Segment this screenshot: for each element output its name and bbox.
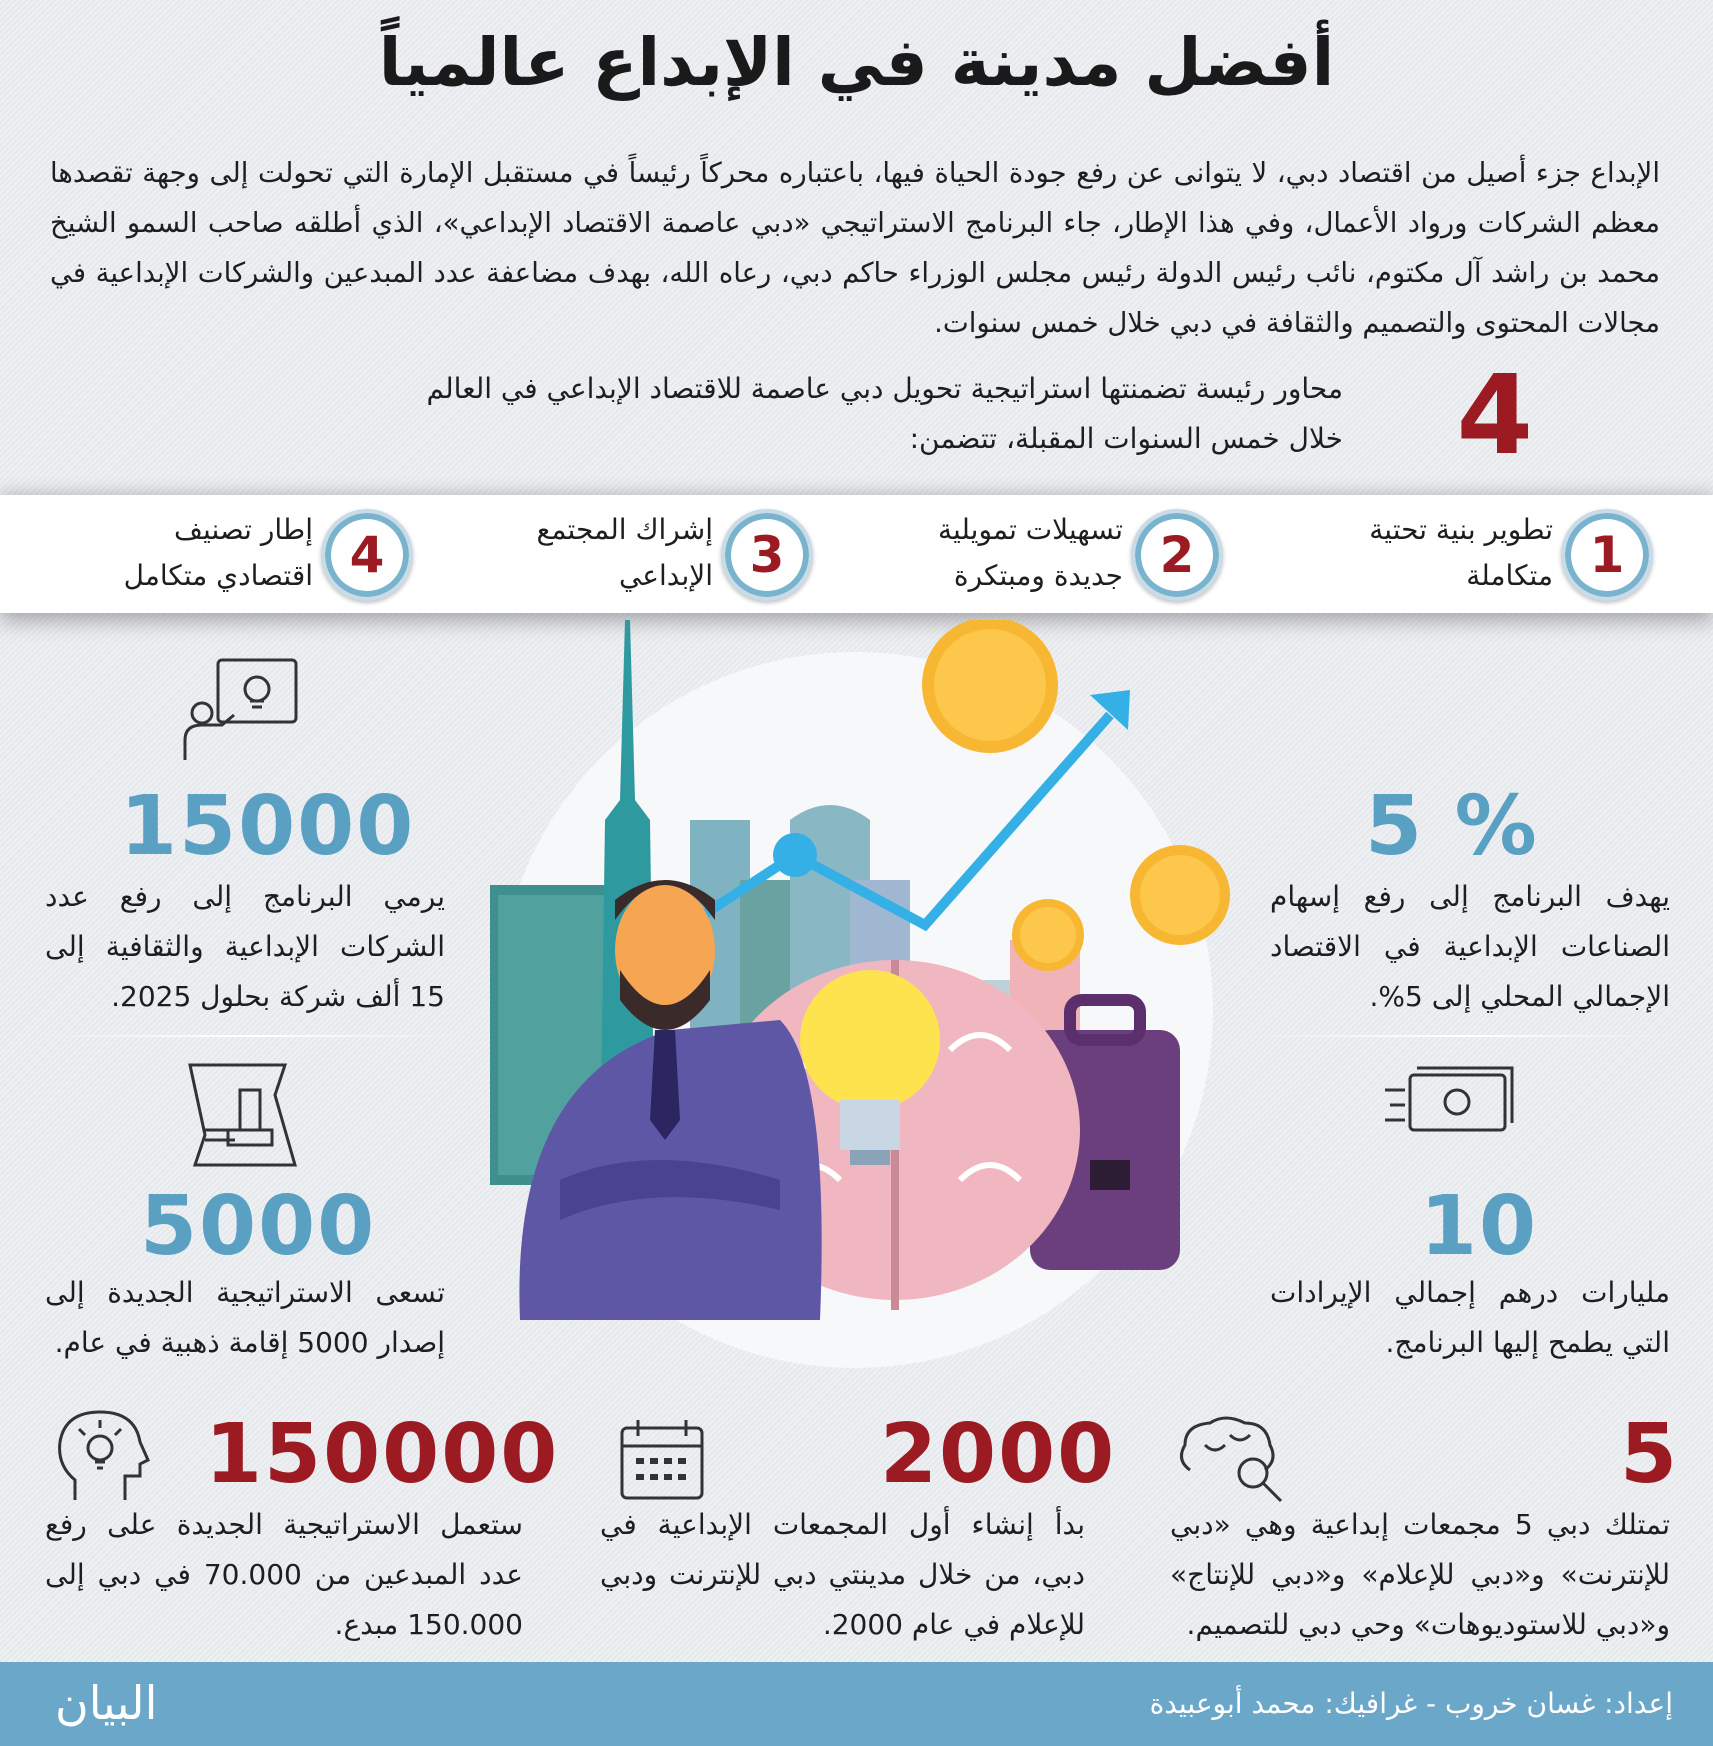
- axis-label-2-line2: جديدة ومبتكرة: [953, 559, 1123, 592]
- chart-node: [773, 833, 817, 877]
- stat-5pct-value: 5 %: [1365, 779, 1539, 874]
- divider-left: [40, 1035, 460, 1037]
- axes-count: 4: [1456, 351, 1533, 479]
- footer-bar: [0, 1662, 1713, 1746]
- calendar-icon: [618, 1418, 708, 1503]
- stat-2000-text: بدأ إنشاء أول المجمعات الإبداعية في دبي، من خلال مدينتي دبي للإنترنت ودبي للإعلام في عام 2000.: [600, 1508, 1085, 1641]
- presenter-bulb-icon: [180, 655, 300, 765]
- stat-5000-value: 5000: [140, 1179, 377, 1274]
- axis-badge-4: 4: [321, 509, 413, 601]
- intro-paragraph: الإبداع جزء أصيل من اقتصاد دبي، لا يتوانى عن رفع جودة الحياة فيها، باعتباره محركاً رئيساً في مستقبل الإمارة التي تحولت إلى وجهة تقصدها معظم الشركات ورواد الأعمال، وفي هذا الإطار، جاء البرنامج الاستراتيجي «دبي عاصمة الاقتصاد الإبداعي»، الذي أطلقه صاحب السمو الشيخ محمد بن راشد آل مكتوم، نائب رئيس الدولة رئيس مجلس الوزراء حاكم دبي، رعاه الله، بهدف مضاعفة عدد المبدعين والشركات الإبداعية في مجالات المحتوى والتصميم والثقافة في دبي خلال خمس سنوات.: [50, 157, 1660, 339]
- money-bill-icon: [1385, 1060, 1515, 1150]
- axis-badge-1: 1: [1561, 509, 1653, 601]
- axis-label-2-line1: تسهيلات تمويلية: [937, 513, 1123, 546]
- axis-item-4: [0, 495, 493, 613]
- axis-label-1-line2: متكاملة: [1466, 559, 1553, 592]
- page-title: أفضل مدينة في الإبداع عالمياً: [378, 24, 1335, 101]
- stat-5-value: 5: [1620, 1407, 1680, 1502]
- axis-label-3-line2: الإبداعي: [618, 559, 713, 592]
- divider-right: [1250, 1035, 1670, 1037]
- brain-search-icon: [1175, 1415, 1290, 1505]
- central-illustration: [450, 620, 1250, 1380]
- axis-label-2: [938, 507, 1123, 599]
- axis-label-1-line1: تطوير بنية تحتية: [1369, 513, 1553, 546]
- stat-15000-text: يرمي البرنامج إلى رفع عدد الشركات الإبداعية والثقافية إلى 15 ألف شركة بحلول 2025.: [45, 880, 445, 1013]
- axis-label-1: [1369, 507, 1553, 599]
- axis-label-4-line1: إطار تصنيف: [174, 513, 313, 546]
- axes-intro-line2: خلال خمس السنوات المقبلة، تتضمن:: [909, 422, 1343, 455]
- stat-10-text: مليارات درهم إجمالي الإيرادات التي يطمح إليها البرنامج.: [1270, 1276, 1670, 1359]
- stat-150000-value: 150000: [205, 1407, 560, 1502]
- stat-5pct-text: يهدف البرنامج إلى رفع إسهام الصناعات الإبداعية في الاقتصاد الإجمالي المحلي إلى 5%.: [1270, 880, 1670, 1013]
- axis-label-3: [536, 507, 713, 599]
- certificate-stamp-icon: [180, 1060, 300, 1170]
- stat-5-text: تمتلك دبي 5 مجمعات إبداعية وهي «دبي للإنترنت» و«دبي للإعلام» و«دبي للإنتاج» و«دبي للاستوديوهات» وحي دبي للتصميم.: [1170, 1508, 1670, 1641]
- axes-intro-line1: محاور رئيسة تضمنتها استراتيجية تحويل دبي عاصمة للاقتصاد الإبداعي في العالم: [426, 372, 1343, 405]
- axis-label-4-line2: اقتصادي متكامل: [123, 559, 313, 592]
- axis-badge-2: 2: [1131, 509, 1223, 601]
- axes-band: [0, 495, 1713, 613]
- stat-15000-value: 15000: [120, 779, 416, 874]
- stat-5000-text: تسعى الاستراتيجية الجديدة إلى إصدار 5000 إقامة ذهبية في عام.: [45, 1276, 445, 1359]
- axis-item-1: [1293, 495, 1713, 613]
- axis-label-3-line1: إشراك المجتمع: [536, 513, 713, 546]
- albayan-logo: البيان: [55, 1676, 158, 1730]
- axis-item-3: [493, 495, 893, 613]
- axis-item-2: [893, 495, 1293, 613]
- stat-10-value: 10: [1420, 1179, 1539, 1274]
- axis-label-4: [124, 507, 313, 599]
- axes-intro: [243, 364, 1343, 464]
- axis-badge-3: 3: [721, 509, 813, 601]
- stat-2000-value: 2000: [880, 1407, 1117, 1502]
- footer-credit: إعداد: غسان خروب - غرافيك: محمد أبوعبيدة: [1149, 1687, 1673, 1720]
- head-bulb-icon: [55, 1410, 155, 1505]
- stat-150000-text: ستعمل الاستراتيجية الجديدة على رفع عدد المبدعين من 70.000 في دبي إلى 150.000 مبدع.: [45, 1508, 523, 1641]
